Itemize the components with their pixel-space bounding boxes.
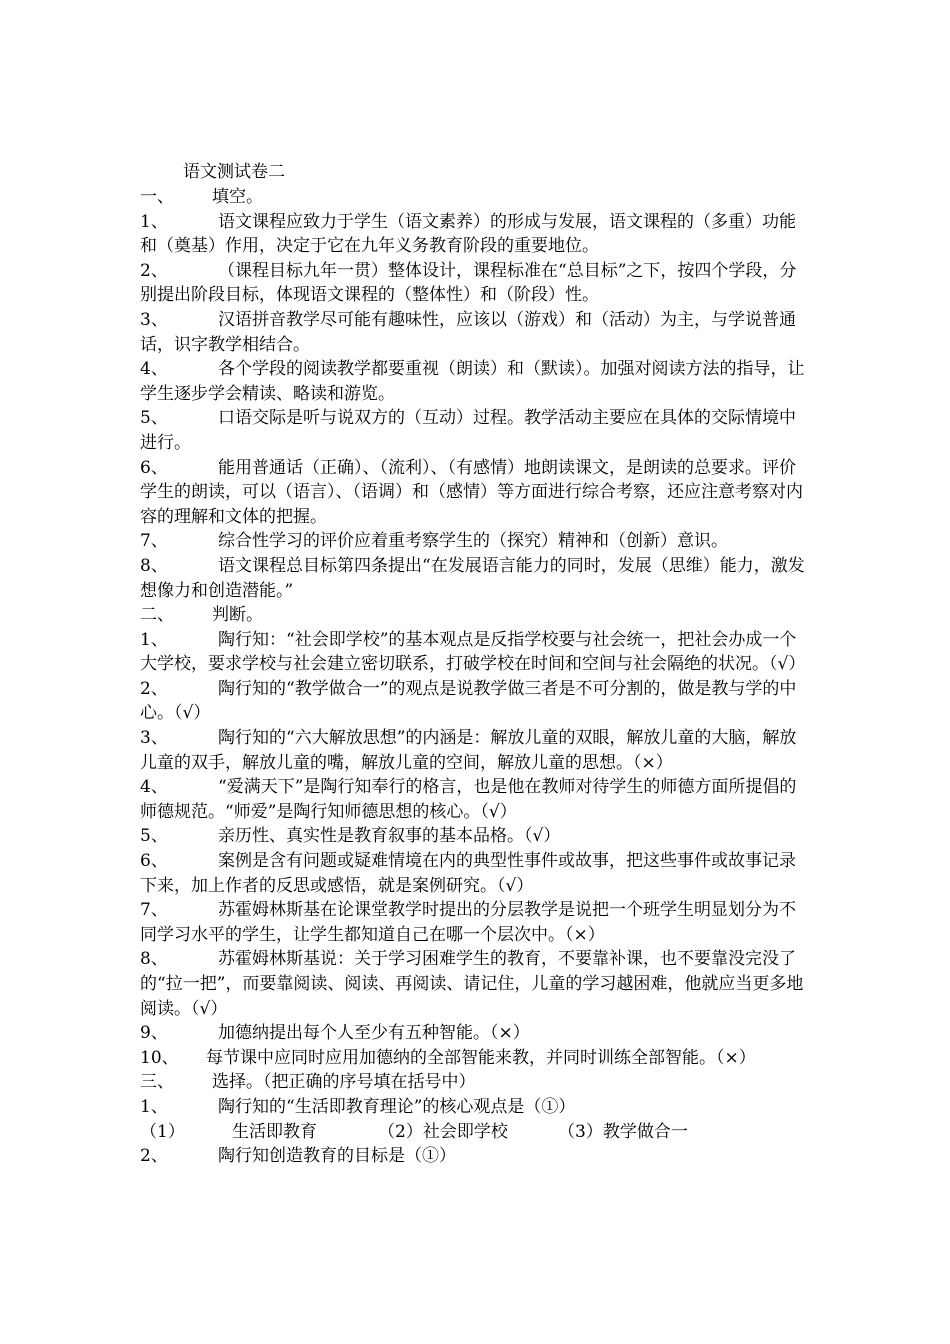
- question-number: 2、: [140, 1146, 168, 1167]
- question-item: [140, 849, 812, 898]
- question-text: 陶行知的“六大解放思想”的内涵是：解放儿童的双眼，解放儿童的大脑，解放儿童的双手，解放儿童的嘴，解放儿童的空间，解放儿童的思想。（×）: [140, 728, 797, 773]
- section-label: 判断。: [212, 605, 263, 626]
- question-number: 3、: [140, 309, 168, 330]
- section-number: 一、: [140, 187, 174, 207]
- question-text: 语文课程应致力于学生（语文素养）的形成与发展，语文课程的（多重）功能和（奠基）作用，决定于它在九年义务教育阶段的重要地位。: [140, 211, 796, 257]
- question-number: 5、: [140, 408, 168, 429]
- question-number: 9、: [140, 1023, 168, 1044]
- question-item: [140, 259, 812, 308]
- question-text: 各个学段的阅读教学都要重视（朗读）和（默读）。加强对阅读方法的指导，让学生逐步学会精读、略读和游览。: [140, 359, 805, 404]
- question-item: [140, 554, 812, 603]
- question-text: 能用普通话（正确）、（流利）、（有感情）地朗读课文，是朗读的总要求。评价学生的朗读，可以（语言）、（语调）和（感情）等方面进行综合考察，还应注意考察对内容的理解和文体的把握。: [140, 457, 803, 527]
- question-text: 综合性学习的评价应着重考察学生的（探究）精神和（创新）意识。: [218, 531, 728, 552]
- question-number: 2、: [140, 678, 168, 699]
- question-number: 1、: [140, 629, 168, 650]
- section-number: 三、: [140, 1072, 174, 1093]
- question-item: [140, 677, 812, 726]
- question-item: [140, 1021, 812, 1046]
- section-heading-true-false: [140, 603, 812, 628]
- question-number: 6、: [140, 851, 168, 872]
- question-text: 亲历性、真实性是教育叙事的基本品格。（√）: [218, 826, 561, 847]
- question-item: [140, 357, 812, 406]
- question-item: [140, 1144, 812, 1169]
- question-text: 苏霍姆林斯基在论课堂教学时提出的分层教学是说把一个班学生明显划分为不同学习水平的学生，让学生都知道自己在哪一个层次中。（×）: [140, 900, 796, 945]
- question-text: 陶行知的“生活即教育理论”的核心观点是（①）: [218, 1096, 576, 1117]
- question-number: 2、: [140, 260, 168, 281]
- question-text: 陶行知的“教学做合一”的观点是说教学做三者是不可分割的，做是教与学的中心。（√）: [140, 678, 797, 724]
- document-title: 语文测试卷二: [183, 162, 285, 182]
- question-text: （课程目标九年一贯）整体设计，课程标准在“总目标”之下，按四个学段，分别提出阶段目标，体现语文课程的（整体性）和（阶段）性。: [140, 260, 797, 306]
- question-item: [140, 726, 812, 775]
- question-item: [140, 898, 812, 947]
- question-item: [140, 456, 812, 530]
- question-number: 4、: [140, 359, 168, 380]
- question-text: 陶行知创造教育的目标是（①）: [218, 1146, 456, 1167]
- question-number: 7、: [140, 900, 168, 921]
- question-item: [140, 824, 812, 849]
- question-text: 每节课中应同时应用加德纳的全部智能来教，并同时训练全部智能。（×）: [206, 1047, 756, 1068]
- question-text: 加德纳提出每个人至少有五种智能。（×）: [218, 1023, 530, 1044]
- question-item: [140, 1095, 812, 1120]
- question-text: “爱满天下”是陶行知奉行的格言，也是他在教师对待学生的师德方面所提倡的师德规范。“师爱”是陶行知师德思想的核心。（√）: [140, 777, 797, 822]
- section-number: 二、: [140, 605, 174, 626]
- question-item: [140, 1046, 812, 1071]
- question-number: 1、: [140, 1096, 168, 1117]
- section-heading-fill-in: [140, 185, 812, 210]
- question-number: 10、: [140, 1047, 179, 1068]
- section-label: 选择。（把正确的序号填在括号中）: [212, 1072, 476, 1093]
- section-label: 填空。: [212, 187, 263, 207]
- question-number: 1、: [140, 211, 168, 232]
- question-text: 语文课程总目标第四条提出“在发展语言能力的同时，发展（思维）能力，激发想像力和创造潜能。”: [140, 555, 805, 601]
- question-number: 8、: [140, 555, 168, 576]
- question-item: [140, 628, 812, 677]
- option-1-text: 生活即教育: [232, 1121, 317, 1142]
- document-body: [140, 185, 812, 1169]
- question-item: [140, 529, 812, 554]
- question-item: [140, 947, 812, 1021]
- question-text: 苏霍姆林斯基说：关于学习困难学生的教育，不要靠补课，也不要靠没完没了的“拉一把”，而要靠阅读、阅读、再阅读、请记住，儿童的学习越困难，他就应当更多地阅读。（√）: [140, 949, 804, 1019]
- question-text: 案例是含有问题或疑难情境在内的典型性事件或故事，把这些事件或故事记录下来，加上作者的反思或感悟，就是案例研究。（√）: [140, 851, 796, 896]
- question-number: 8、: [140, 949, 168, 970]
- question-item: [140, 775, 812, 824]
- answer-options: [140, 1120, 812, 1145]
- option-1-number: （1）: [140, 1121, 185, 1142]
- question-item: [140, 210, 812, 259]
- question-item: [140, 308, 812, 357]
- question-number: 7、: [140, 531, 168, 552]
- question-text: 口语交际是听与说双方的（互动）过程。教学活动主要应在具体的交际情境中进行。: [140, 408, 796, 453]
- question-item: [140, 406, 812, 455]
- option-2-text: （2）社会即学校: [378, 1121, 508, 1142]
- question-number: 4、: [140, 777, 168, 798]
- question-text: 汉语拼音教学尽可能有趣味性，应该以（游戏）和（活动）为主，与学说普通话，识字教学相结合。: [140, 309, 796, 355]
- question-text: 陶行知：“社会即学校”的基本观点是反指学校要与社会统一，把社会办成一个大学校，要求学校与社会建立密切联系，打破学校在时间和空间与社会隔绝的状况。（√）: [140, 629, 806, 675]
- section-heading-multiple-choice: [140, 1070, 812, 1095]
- question-number: 3、: [140, 728, 168, 749]
- option-3-text: （3）教学做合一: [558, 1121, 688, 1142]
- question-number: 5、: [140, 826, 168, 847]
- question-number: 6、: [140, 457, 168, 478]
